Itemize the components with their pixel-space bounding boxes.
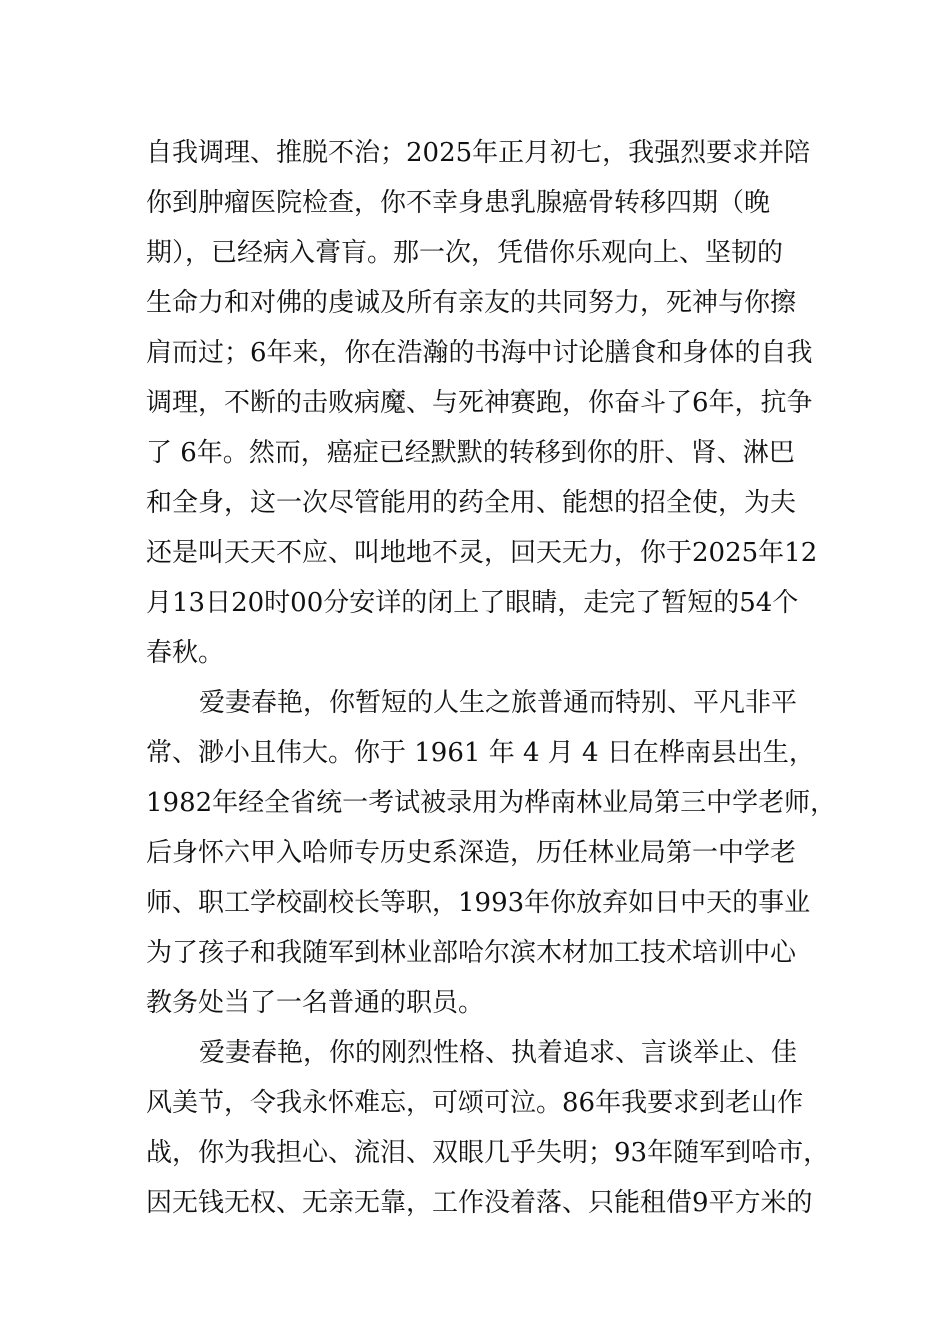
paragraph-2 (146, 678, 846, 1028)
text-line: 因无钱无权、无亲无靠，工作没着落、只能租借9平方米的 (146, 1188, 813, 1218)
document-body (146, 128, 846, 1228)
text-line: 调理，不断的击败病魔、与死神赛跑，你奋斗了6年，抗争 (146, 388, 813, 418)
paragraph-3 (146, 1028, 846, 1228)
text-line: 师、职工学校副校长等职，1993年你放弃如日中天的事业 (146, 888, 811, 918)
text-line: 风美节，令我永怀难忘，可颂可泣。86年我要求到老山作 (146, 1088, 804, 1118)
text-line: 为了孩子和我随军到林业部哈尔滨木材加工技术培训中心 (146, 938, 797, 968)
text-line: 生命力和对佛的虔诚及所有亲友的共同努力，死神与你擦 (146, 288, 797, 318)
text-line: 爱妻春艳，你的刚烈性格、执着追求、言谈举止、佳 (199, 1038, 798, 1068)
text-line: 春秋。 (146, 638, 225, 668)
text-line: 战，你为我担心、流泪、双眼几乎失明；93年随军到哈市， (146, 1138, 830, 1168)
text-line: 教务处当了一名普通的职员。 (146, 988, 485, 1018)
text-line: 了 6年。然而，癌症已经默默的转移到你的肝、肾、淋巴 (146, 438, 795, 468)
text-line: 和全身，这一次尽管能用的药全用、能想的招全使，为夫 (146, 488, 797, 518)
text-line: 期），已经病入膏肓。那一次，凭借你乐观向上、坚韧的 (146, 238, 784, 268)
text-line: 1982年经全省统一考试被录用为桦南林业局第三中学老师， (146, 788, 837, 818)
text-line: 你到肿瘤医院检查，你不幸身患乳腺癌骨转移四期（晚 (146, 188, 771, 218)
text-line: 肩而过；6年来，你在浩瀚的书海中讨论膳食和身体的自我 (146, 338, 813, 368)
paragraph-1 (146, 128, 846, 678)
text-line: 爱妻春艳，你暂短的人生之旅普通而特别、平凡非平 (199, 688, 798, 718)
text-line: 月13日20时00分安详的闭上了眼睛，走完了暂短的54个 (146, 588, 799, 618)
text-line: 自我调理、推脱不治；2025年正月初七，我强烈要求并陪 (146, 138, 811, 168)
text-line: 后身怀六甲入哈师专历史系深造，历任林业局第一中学老 (146, 838, 797, 868)
text-line: 还是叫天天不应、叫地地不灵，回天无力，你于2025年12 (146, 538, 818, 568)
text-line: 常、渺小且伟大。你于 1961 年 4 月 4 日在桦南县出生， (146, 738, 815, 768)
